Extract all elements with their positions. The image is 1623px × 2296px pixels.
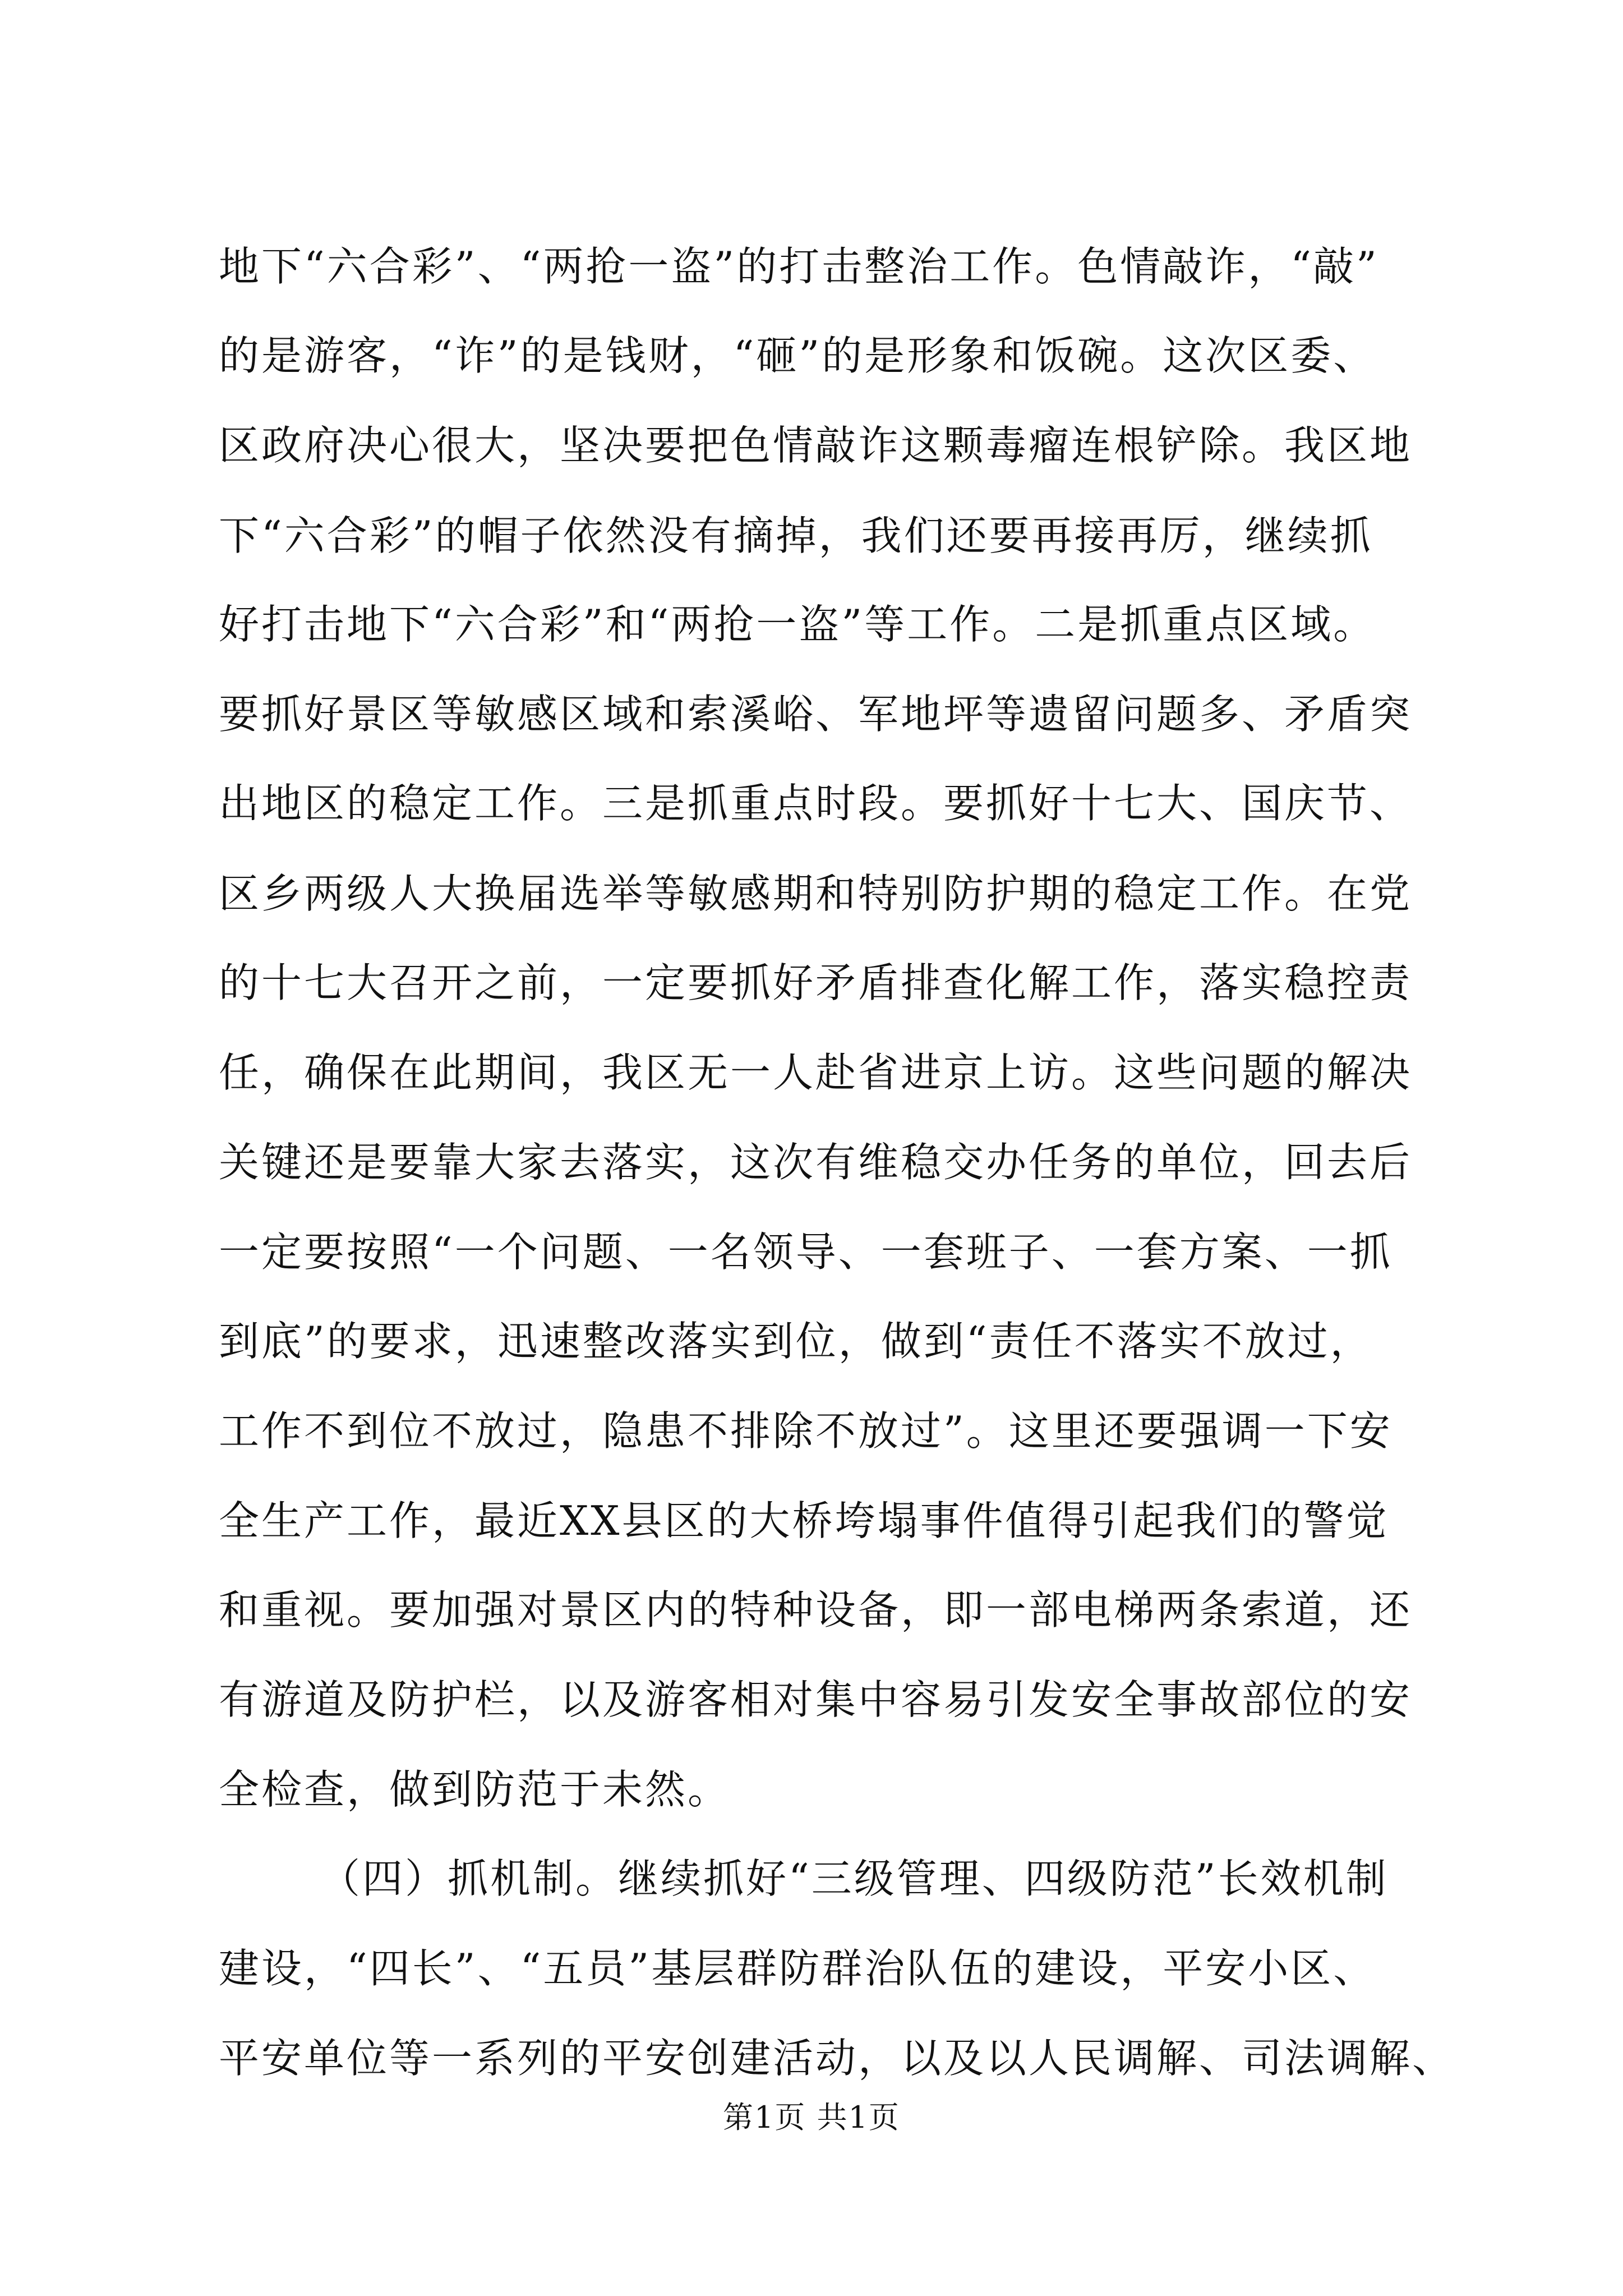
- text-line: 和重视。要加强对景区内的特种设备，即一部电梯两条索道，还: [219, 1586, 1413, 1634]
- text-line: 的是游客，“诈”的是钱财，“砸”的是形象和饭碗。这次区委、: [219, 332, 1376, 379]
- text-line: 有游道及防护栏，以及游客相对集中容易引发安全事故部位的安: [219, 1676, 1413, 1723]
- text-line: 全生产工作，最近XX县区的大桥垮塌事件值得引起我们的警觉: [219, 1497, 1389, 1544]
- text-line: 好打击地下“六合彩”和“两抢一盗”等工作。二是抓重点区域。: [219, 601, 1376, 648]
- text-line: 地下“六合彩”、“两抢一盗”的打击整治工作。色情敲诈，“敲”: [219, 243, 1379, 290]
- text-line: 出地区的稳定工作。三是抓重点时段。要抓好十七大、国庆节、: [219, 780, 1413, 827]
- text-line: 工作不到位不放过，隐患不排除不放过”。这里还要强调一下安: [219, 1407, 1393, 1455]
- text-line: 任，确保在此期间，我区无一人赴省进京上访。这些问题的解决: [219, 1049, 1413, 1096]
- text-line: 要抓好景区等敏感区域和索溪峪、军地坪等遗留问题多、矛盾突: [219, 691, 1413, 738]
- text-line: 一定要按照“一个问题、一名领导、一套班子、一套方案、一抓: [219, 1228, 1393, 1276]
- text-line: 下“六合彩”的帽子依然没有摘掉，我们还要再接再厉，继续抓: [219, 512, 1373, 559]
- text-line: 平安单位等一系列的平安创建活动，以及以人民调解、司法调解、: [219, 2035, 1455, 2082]
- text-line: 区乡两级人大换届选举等敏感期和特别防护期的稳定工作。在党: [219, 870, 1413, 917]
- page-number-footer: 第1页 共1页: [723, 2100, 900, 2135]
- text-line: 建设，“四长”、“五员”基层群防群治队伍的建设，平安小区、: [219, 1945, 1376, 1992]
- text-line: 关键还是要靠大家去落实，这次有维稳交办任务的单位，回去后: [219, 1139, 1413, 1186]
- text-line: 全检查，做到防范于未然。: [219, 1766, 731, 1813]
- text-line: 的十七大召开之前，一定要抓好矛盾排查化解工作，落实稳控责: [219, 959, 1413, 1006]
- paragraph-first-line: （四）抓机制。继续抓好“三级管理、四级防范”长效机制: [320, 1855, 1389, 1902]
- text-line: 区政府决心很大，坚决要把色情敲诈这颗毒瘤连根铲除。我区地: [219, 422, 1413, 469]
- text-line: 到底”的要求，迅速整改落实到位，做到“责任不落实不放过，: [219, 1318, 1373, 1365]
